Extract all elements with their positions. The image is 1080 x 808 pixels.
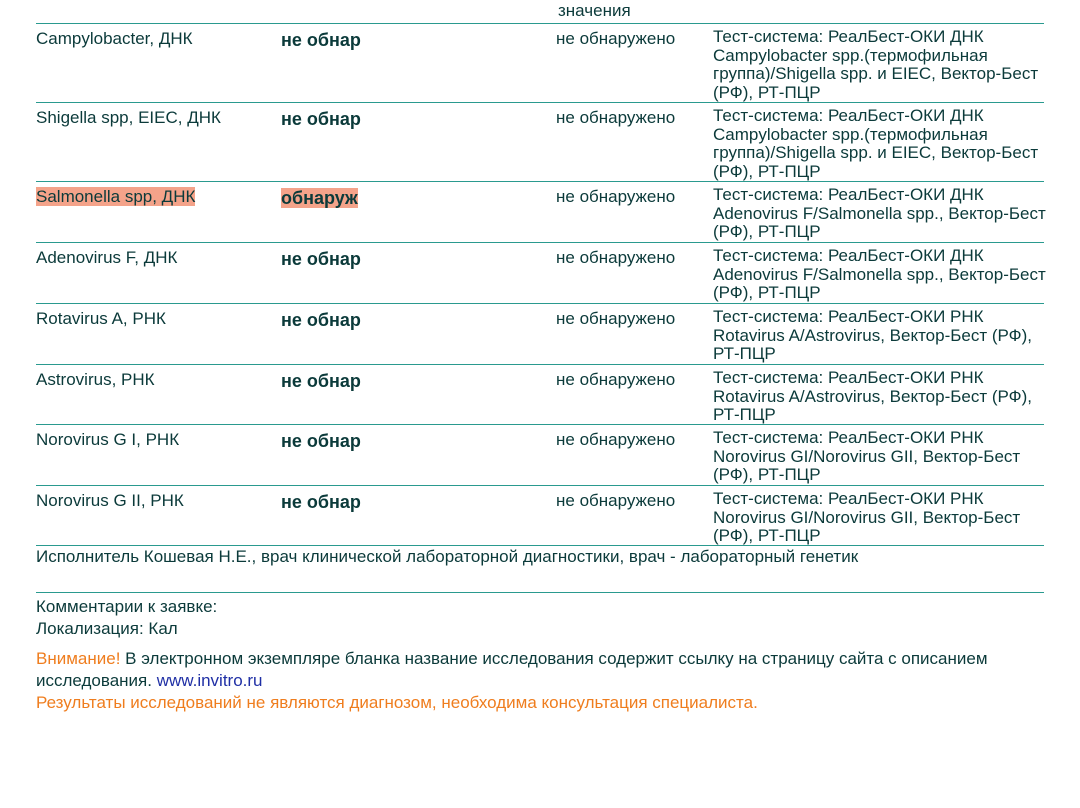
test-name[interactable]: Shigella spp, EIEC, ДНК [36, 108, 221, 127]
test-method: Тест-система: РеалБест-ОКИ ДНК Campylobacter spp.(термофильная группа)/Shigella spp. и EIEC, Вектор-Бест (РФ), РТ-ПЦР [713, 27, 1039, 102]
test-method: Тест-система: РеалБест-ОКИ РНК Norovirus GI/Norovirus GII, Вектор-Бест (РФ), РТ-ПЦР [713, 489, 1021, 545]
invitro-link[interactable]: www.invitro.ru [156, 671, 263, 690]
test-name[interactable]: Norovirus G II, РНК [36, 491, 184, 510]
comments-label: Комментарии к заявке: [36, 597, 218, 616]
test-result: не обнар [281, 310, 361, 330]
test-name[interactable]: Adenovirus F, ДНК [36, 248, 178, 267]
table-rule [36, 181, 1044, 182]
test-method: Тест-система: РеалБест-ОКИ РНК Norovirus GI/Norovirus GII, Вектор-Бест (РФ), РТ-ПЦР [713, 428, 1021, 484]
reference-value: не обнаружено [556, 108, 676, 127]
table-rule [36, 424, 1044, 425]
reference-value: не обнаружено [556, 430, 676, 449]
table-rule [36, 23, 1044, 24]
notice-text: В электронном экземпляре бланка название исследования содержит ссылку на страницу сайта с описанием исследования. [36, 649, 988, 690]
reference-value: не обнаружено [556, 29, 676, 48]
table-rule [36, 242, 1044, 243]
test-result-detected: обнаруж [281, 188, 358, 208]
section-rule [36, 592, 1044, 593]
reference-value: не обнаружено [556, 370, 676, 389]
executor-line: Исполнитель Кошевая Н.Е., врач клинической лабораторной диагностики, врач - лабораторный генетик [36, 547, 859, 566]
disclaimer: Результаты исследований не являются диагнозом, необходима консультация специалиста. [36, 693, 758, 712]
reference-value: не обнаружено [556, 309, 676, 328]
test-method: Тест-система: РеалБест-ОКИ РНК Rotavirus A/Astrovirus, Вектор-Бест (РФ), РТ-ПЦР [713, 307, 1032, 363]
notice-block [36, 648, 1046, 714]
test-name[interactable]: Rotavirus A, РНК [36, 309, 166, 328]
reference-value: не обнаружено [556, 187, 676, 206]
attention-label: Внимание! [36, 649, 121, 668]
table-rule [36, 102, 1044, 103]
test-name[interactable]: Norovirus G I, РНК [36, 430, 180, 449]
test-method: Тест-система: РеалБест-ОКИ ДНК Adenovirus F/Salmonella spp., Вектор-Бест (РФ), РТ-ПЦР [713, 185, 1046, 241]
test-name[interactable]: Astrovirus, РНК [36, 370, 155, 389]
test-method: Тест-система: РеалБест-ОКИ ДНК Adenovirus F/Salmonella spp., Вектор-Бест (РФ), РТ-ПЦР [713, 246, 1046, 302]
test-result: не обнар [281, 30, 361, 50]
test-method: Тест-система: РеалБест-ОКИ ДНК Campylobacter spp.(термофильная группа)/Shigella spp. и EIEC, Вектор-Бест (РФ), РТ-ПЦР [713, 106, 1039, 181]
test-result: не обнар [281, 109, 361, 129]
test-result: не обнар [281, 371, 361, 391]
table-rule [36, 485, 1044, 486]
table-rule [36, 545, 1044, 546]
order-comments [36, 596, 217, 640]
test-result: не обнар [281, 249, 361, 269]
table-rule [36, 364, 1044, 365]
column-header-fragment: значения [558, 1, 631, 20]
test-name[interactable]: Salmonella spp, ДНК [36, 187, 196, 206]
reference-value: не обнаружено [556, 491, 676, 510]
table-rule [36, 303, 1044, 304]
reference-value: не обнаружено [556, 248, 676, 267]
test-result: не обнар [281, 492, 361, 512]
test-method: Тест-система: РеалБест-ОКИ РНК Rotavirus A/Astrovirus, Вектор-Бест (РФ), РТ-ПЦР [713, 368, 1032, 424]
test-name[interactable]: Campylobacter, ДНК [36, 29, 193, 48]
test-result: не обнар [281, 431, 361, 451]
localization: Локализация: Кал [36, 619, 178, 638]
